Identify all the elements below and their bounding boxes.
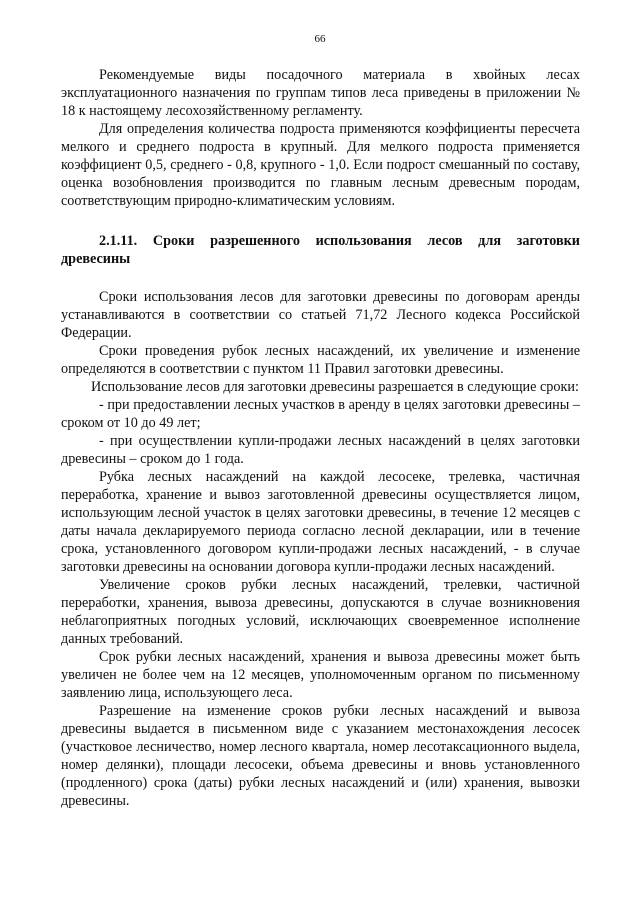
page-body: [61, 66, 580, 810]
paragraph-planting-material: Рекомендуемые виды посадочного материала в хвойных лесах эксплуатационного назначения по группам типов леса приведены в приложении № 18 к настоящему лесохозяйственному регламенту.: [61, 67, 580, 119]
paragraph-felling-process: Рубка лесных насаждений на каждой лесосеке, трелевка, частичная переработка, хранение и вывоз заготовленной древесины осуществляется лицом, использующим лесной участок в целях заготовки древесины, в течение 12 месяцев с даты начала декларируемого периода согласно лесной декларации, или в течение срока, установленного договором купли-продажи лесных насаждений, - в случае заготовки древесины на основании договора купли-продажи лесных насаждений.: [61, 469, 580, 575]
section-heading: 2.1.11. Сроки разрешенного использования лесов для заготовки древесины: [61, 233, 580, 267]
paragraph-lease-terms: Сроки использования лесов для заготовки древесины по договорам аренды устанавливаются в соответствии со статьей 71,72 Лесного кодекса Российской Федерации.: [61, 289, 580, 341]
paragraph-undergrowth-coefficients: Для определения количества подроста применяются коэффициенты пересчета мелкого и среднего подроста в крупный. Для мелкого подроста применяется коэффициент 0,5, среднего - 0,8, крупного - 1,0. Если подрост смешанный по составу, оценка возобновления производится по главным лесным древесным породам, соответствующим природно-климатическим условиям.: [61, 121, 580, 209]
paragraph-permission: Разрешение на изменение сроков рубки лесных насаждений и вывоза древесины выдается в письменном виде с указанием местонахождения лесосек (участковое лесничество, номер лесного квартала, номер лесотаксационного выдела, номер делянки), площади лесосеки, объема древесины и вновь установленного (продленного) срока (даты) рубки лесных насаждений и (или) хранения, вывозки древесины.: [61, 703, 580, 809]
paragraph-usage-periods: Использование лесов для заготовки древесины разрешается в следующие сроки:: [91, 379, 579, 395]
page-number: 66: [314, 33, 326, 45]
list-item-sale: - при осуществлении купли-продажи лесных насаждений в целях заготовки древесины – сроком до 1 года.: [61, 433, 580, 467]
list-item-lease: - при предоставлении лесных участков в аренду в целях заготовки древесины – сроком от 10 до 49 лет;: [61, 397, 580, 431]
paragraph-felling-dates: Сроки проведения рубок лесных насаждений, их увеличение и изменение определяются в соответствии с пунктом 11 Правил заготовки древесины.: [61, 343, 580, 377]
paragraph-extension-limit: Срок рубки лесных насаждений, хранения и вывоза древесины может быть увеличен не более чем на 12 месяцев, уполномоченным органом по письменному заявлению лица, использующего леса.: [61, 649, 580, 701]
paragraph-extension-conditions: Увеличение сроков рубки лесных насаждений, трелевки, частичной переработки, хранения, вывоза древесины, допускаются в случае возникновения неблагоприятных погодных условий, исключающих своевременное исполнение данных требований.: [61, 577, 580, 647]
